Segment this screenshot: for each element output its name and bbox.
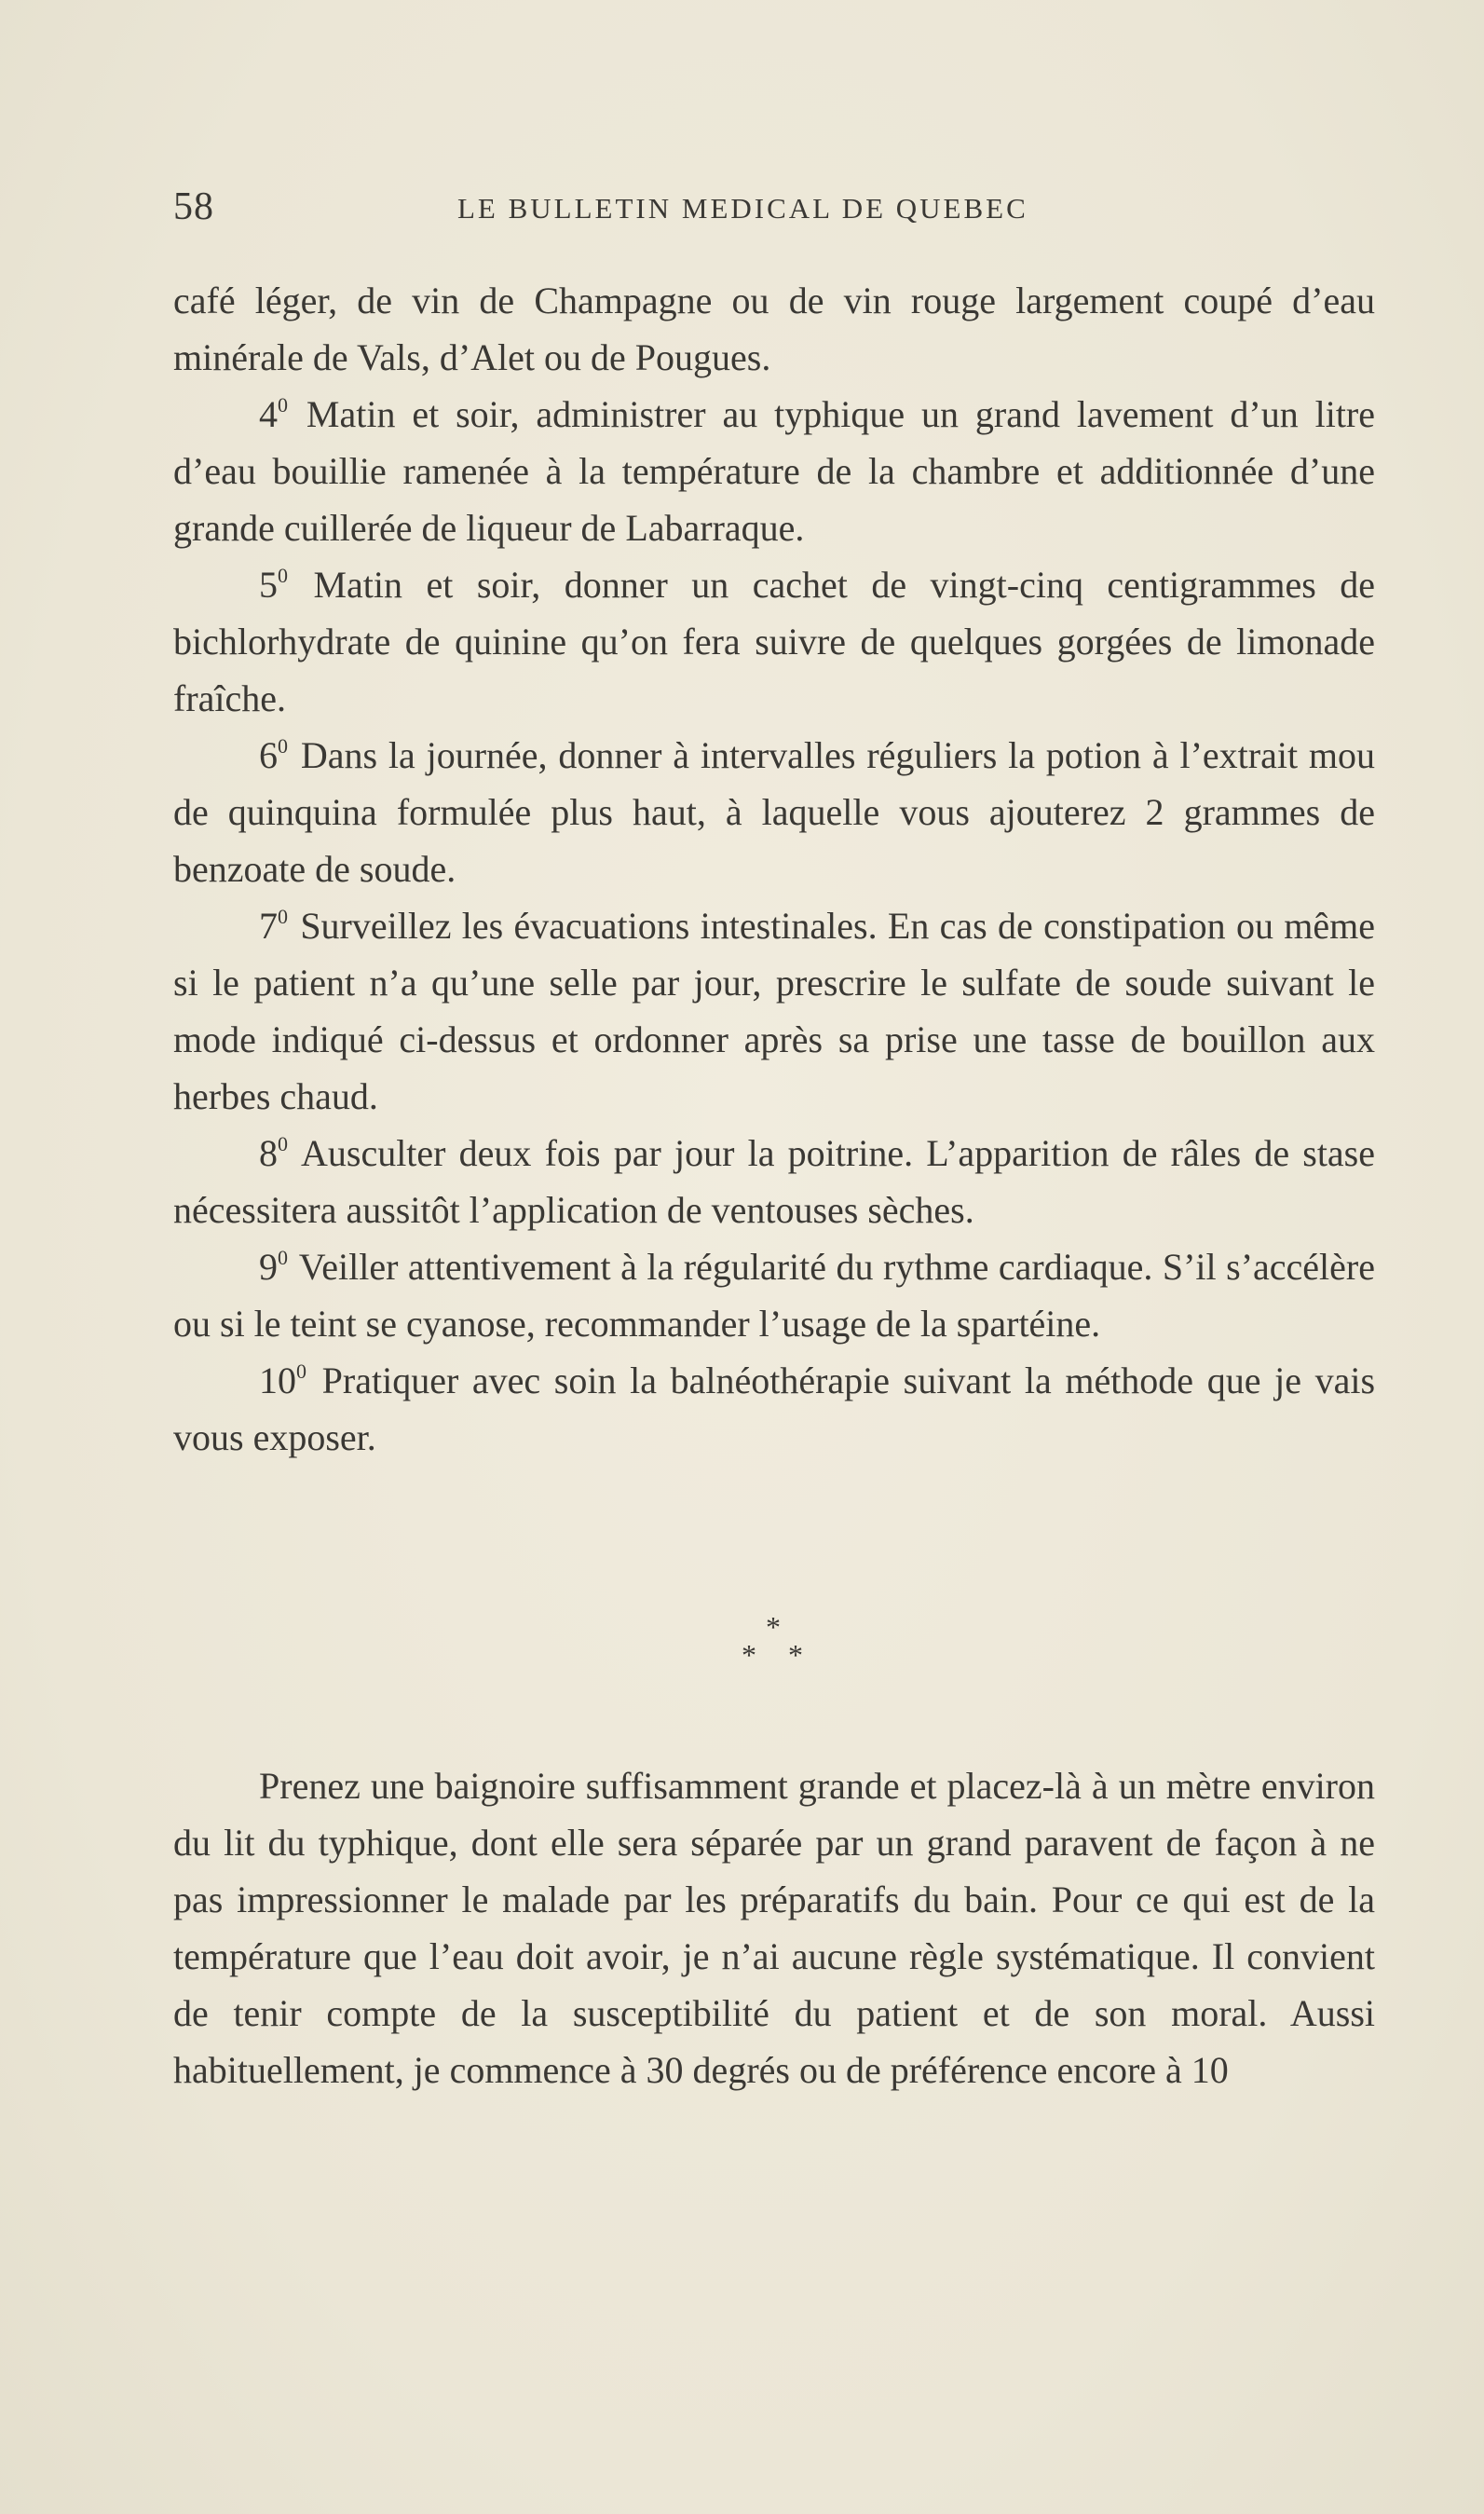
paragraph-item-5 bbox=[173, 556, 1375, 727]
paragraph-text: Veiller attentivement à la régularité du rythme cardiaque. S’il s’accélère ou si le teint se cyanose, recommander l’usage de la spartéine. bbox=[173, 1246, 1375, 1345]
page-number: 58 bbox=[173, 185, 214, 228]
paragraph-item-6 bbox=[173, 727, 1375, 897]
item-number: $7^0$ bbox=[259, 905, 288, 947]
item-number: $10^0$ bbox=[259, 1359, 306, 1401]
asterism-star: * bbox=[788, 1638, 803, 1672]
item-number: $6^0$ bbox=[259, 734, 288, 776]
paragraph-item-9 bbox=[173, 1238, 1375, 1352]
item-number: $9^0$ bbox=[259, 1246, 288, 1288]
paragraph-text: Dans la journée, donner à intervalles réguliers la potion à l’extrait mou de quinquina formulée plus haut, à laquelle vous ajouterez 2 grammes de benzoate de soude. bbox=[173, 734, 1376, 890]
running-title: LE BULLETIN MEDICAL DE QUEBEC bbox=[457, 192, 1028, 225]
paragraph-item-10 bbox=[173, 1352, 1375, 1466]
paragraph-text: Surveillez les évacuations intestinales. En cas de constipation ou même si le patient n’a qu’une selle par jour, prescrire le sulfate de soude suivant le mode indiqué ci-dessus et ordonner après sa prise une tasse de bouillon aux herbes chaud. bbox=[173, 905, 1375, 1117]
item-number: $8^0$ bbox=[259, 1132, 288, 1174]
paragraph-continued bbox=[173, 272, 1375, 386]
paragraph-item-8 bbox=[173, 1125, 1375, 1238]
item-number: $4^0$ bbox=[259, 393, 288, 435]
item-number: $5^0$ bbox=[259, 564, 288, 606]
asterism-star: * bbox=[766, 1610, 781, 1644]
section-separator-asterism bbox=[742, 1610, 816, 1675]
paragraph-text: café léger, de vin de Champagne ou de vin rouge largement coupé d’eau minérale de Vals, d’Alet ou de Pougues. bbox=[173, 280, 1375, 378]
paragraph-text: Matin et soir, donner un cachet de vingt-cinq centigrammes de bichlorhydrate de quinine qu’on fera suivre de quelques gorgées de limonade fraîche. bbox=[173, 564, 1376, 719]
paragraph-item-7 bbox=[173, 897, 1375, 1125]
paragraph-bath-method bbox=[173, 1757, 1375, 2098]
paragraph-text: Pratiquer avec soin la balnéothérapie suivant la méthode que je vais vous exposer. bbox=[173, 1359, 1376, 1458]
page-header bbox=[173, 184, 1375, 231]
treatment-list bbox=[173, 272, 1375, 1466]
asterism-star: * bbox=[742, 1638, 756, 1672]
paragraph-text: Ausculter deux fois par jour la poitrine. L’apparition de râles de stase nécessitera aussitôt l’application de ventouses sèches. bbox=[173, 1132, 1376, 1231]
paragraph-text: Matin et soir, administrer au typhique un grand lavement d’un litre d’eau bouillie ramenée à la température de la chambre et additionnée d’une grande cuillerée de liqueur de Labarraque. bbox=[173, 393, 1376, 549]
paragraph-item-4 bbox=[173, 386, 1375, 556]
bath-method-section bbox=[173, 1757, 1375, 2098]
paragraph-text: Prenez une baignoire suffisamment grande et placez-là à un mètre environ du lit du typhique, dont elle sera séparée par un grand paravent de façon à ne pas impressionner le malade par les préparatifs du bain. Pour ce qui est de la température que l’eau doit avoir, je n’ai aucune règle systématique. Il convient de tenir compte de la susceptibilité du patient et de son moral. Aussi habituellement, je commence à 30 degrés ou de préférence encore à 10 bbox=[173, 1765, 1375, 2091]
